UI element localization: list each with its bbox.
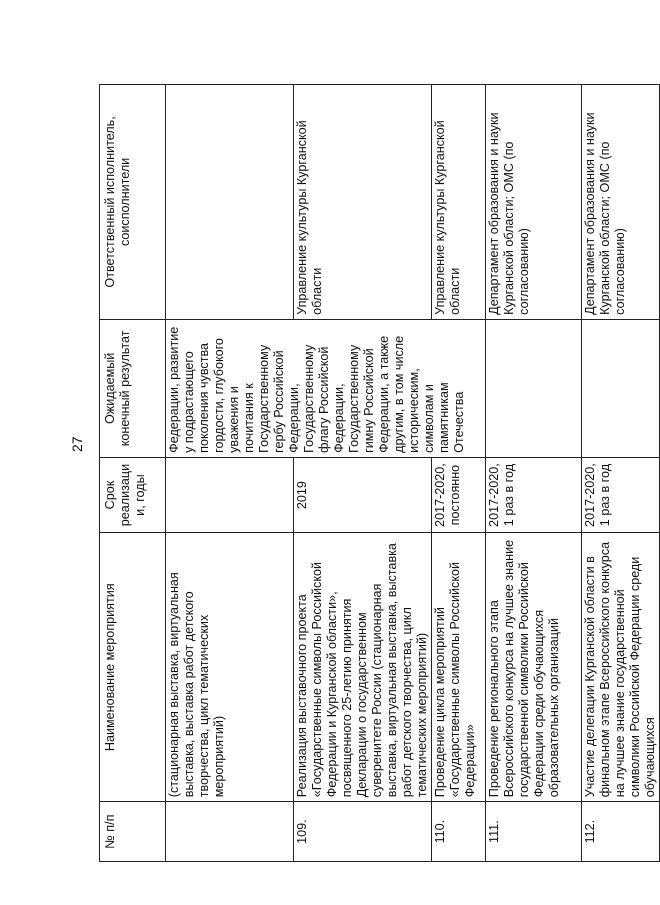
row-num: 111. [486,802,582,862]
row-executor: Управление культуры Курганской области [294,85,432,320]
header-num: № п/п [100,802,166,862]
row-term [166,457,294,532]
row-name: Проведение регионального этапа Всероссийского конкурса на лучшее знание государственной символики Российской Федерации среди обучающихся образовательных организаций [486,533,582,802]
row-executor: Управление культуры Курганской области [432,85,486,320]
row-num [166,802,294,862]
table-row [166,85,294,862]
events-table [99,84,660,862]
row-term: 2019 [294,457,432,532]
row-num: 112. [582,802,660,862]
row-term: 2017-2020, 1 раз в год [486,457,582,532]
row-result-empty [486,319,582,457]
header-executor: Ответственный исполнитель, соисполнители [100,85,166,320]
row-result: Федерации, развитие у подрастающего поколения чувства гордости, глубокого уважения и почитания к Государственному гербу Российской Федерации, Государственному флагу Российской Федерации, Государственному гимну Российской Федерации, а также другим, в том числе историческим, символам и памятникам Отечества [166,319,486,457]
row-num: 110. [432,802,486,862]
row-name: Реализация выставочного проекта «Государственные символы Российской Федерации и Курганской области», посвященного 25-летию принятия Декларации о государственном суверенитете России (стационарная выставка, виртуальная выставка, выставка работ детского творчества, цикл тематических мероприятий) [294,533,432,802]
table-row [582,85,660,862]
table-row [432,85,486,862]
row-term: 2017-2020, 1 раз в год [582,457,660,532]
row-executor [166,85,294,320]
table-row [294,85,432,862]
row-result-empty [582,319,660,457]
row-name: (стационарная выставка, виртуальная выставка, выставка работ детского творчества, цикл тематических мероприятий) [166,533,294,802]
table-row [486,85,582,862]
page-number: 27 [69,436,85,452]
row-executor: Департамент образования и науки Курганской области; ОМС (по согласованию) [486,85,582,320]
header-name: Наименование мероприятия [100,533,166,802]
rotated-table-wrapper [99,84,657,862]
header-term: Срок реализации, годы [100,457,166,532]
header-result: Ожидаемый конечный результат [100,319,166,457]
row-term: 2017-2020, постоянно [432,457,486,532]
row-executor: Департамент образования и науки Курганской области; ОМС (по согласованию) [582,85,660,320]
row-name: Участие делегации Курганской области в финальном этапе Всероссийского конкурса на лучшее знание государственной символики Российской Федерации среди обучающихся [582,533,660,802]
row-num: 109. [294,802,432,862]
table-header-row [100,85,166,862]
row-name: Проведение цикла мероприятий «Государственные символы Российской Федерации» [432,533,486,802]
